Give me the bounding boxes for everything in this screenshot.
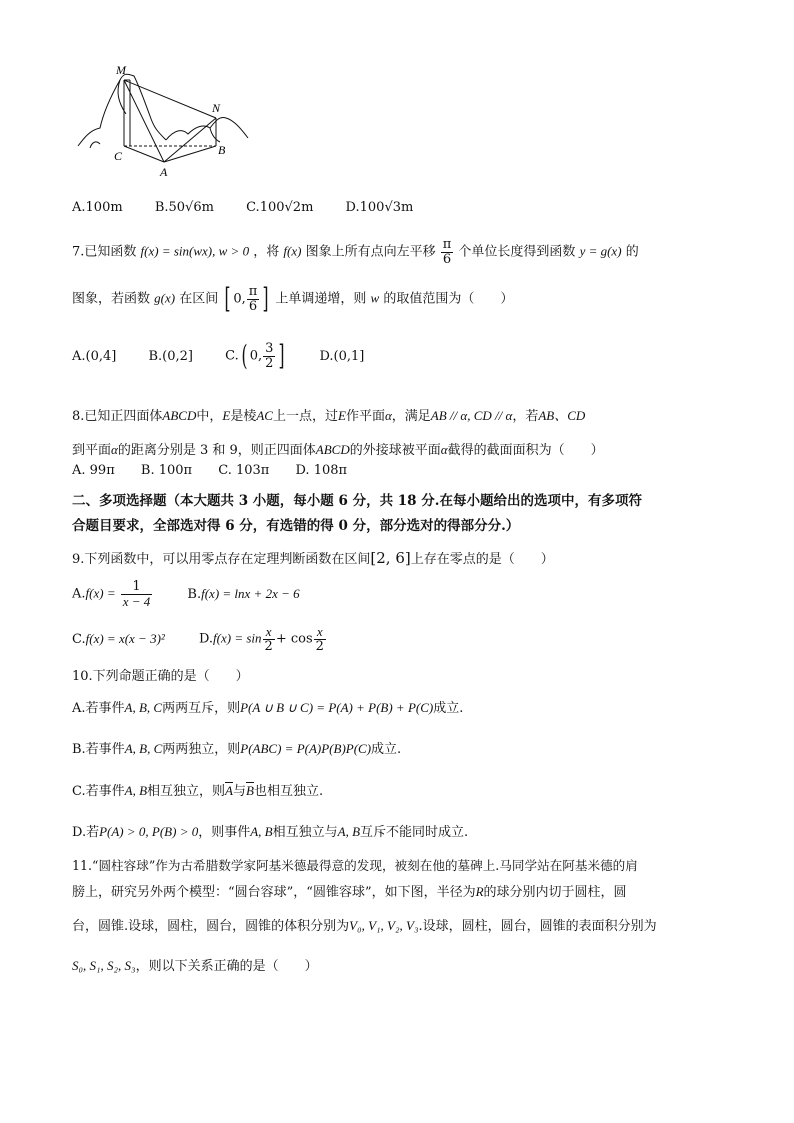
- q7-option-b[interactable]: B.(0,2]: [148, 348, 193, 364]
- q10-stem: 10.下列命题正确的是（ ）: [72, 669, 249, 684]
- section2-heading-line1: 二、多项选择题（本大题共 3 小题，每小题 6 分，共 18 分.在每小题给出的选项中，有多项符: [72, 493, 642, 509]
- q9-option-a[interactable]: A.f(x) = $\frac{1}{x - 4}$: [72, 579, 151, 609]
- q6-option-c[interactable]: C.100√2m: [246, 200, 314, 215]
- q9-option-d[interactable]: D.f(x) = sin $\frac{x}{2}$ + cos $\frac{x}{2}$: [198, 624, 324, 654]
- q11-line3: 台，圆锥.设球，圆柱，圆台，圆锥的体积分别为V₀, V₁, V₂, V₃.设球，圆柱，圆台，圆锥的表面积分别为: [72, 918, 657, 934]
- geometry-figure: [70, 58, 260, 183]
- q8-option-b[interactable]: B. 100π: [140, 463, 193, 478]
- q7-line2: 图象，若函数 g(x) 在区间 [ 0, $\frac{\pi}{6}$ ] 上单调递增，则 w 的取值范围为（ ）: [72, 282, 514, 316]
- q8-line2: 到平面α的距离分别是 3 和 9，则正四面体ABCD的外接球被平面α截得的截面面积为（ ）: [72, 442, 604, 458]
- q6-option-a[interactable]: A.100m: [72, 200, 123, 215]
- q11-line1: 11.“圆柱容球”作为古希腊数学家阿基米德最得意的发现，被刻在他的墓碑上.马同学站在阿基米德的肩: [72, 858, 638, 873]
- q11-line2: 膀上，研究另外两个模型：“圆台容球”，“圆锥容球”，如下图，半径为R的球分别内切于圆柱，圆: [72, 884, 627, 900]
- left-mountain: [78, 74, 166, 146]
- q7-option-d[interactable]: D.(0,1]: [319, 348, 365, 364]
- q7-option-a[interactable]: A.(0,4]: [72, 348, 117, 364]
- q10-option-c[interactable]: C.若事件A, B相互独立，则$\overline{A}$与$\overline{B}$也相互独立.: [72, 783, 324, 799]
- q9-stem: 9.下列函数中，可以用零点存在定理判断函数在区间[2, 6]上存在零点的是（ ）: [72, 549, 554, 567]
- q9-options-row1: [72, 580, 328, 608]
- label-N: N: [212, 101, 221, 115]
- section2-heading-line2: 合题目要求，全部选对得 6 分，有选错的得 0 分，部分选对的得部分分.）: [72, 518, 520, 534]
- label-C: C: [114, 149, 123, 163]
- q10-option-b[interactable]: B.若事件A, B, C两两独立，则P(ABC) = P(A)P(B)P(C)成立.: [72, 741, 402, 757]
- q9-option-c[interactable]: C.f(x) = x(x − 3)²: [72, 630, 165, 647]
- q8-option-a[interactable]: A. 99π: [72, 463, 115, 478]
- q11-line4: S₀, S₁, S₂, S₃，则以下关系正确的是（ ）: [72, 958, 318, 974]
- q9-options-row2: [72, 625, 355, 653]
- label-A: A: [160, 165, 168, 179]
- q10-option-a[interactable]: A.若事件A, B, C两两互斥，则P(A ∪ B ∪ C) = P(A) + P(B) + P(C)成立.: [72, 700, 464, 716]
- q8-option-d[interactable]: D. 108π: [295, 463, 348, 478]
- q8-line1: 8.已知正四面体ABCD中，E是棱AC上一点，过E作平面α，满足AB // α, CD // α，若AB、CD: [72, 408, 586, 424]
- q8-option-c[interactable]: C. 103π: [218, 463, 270, 478]
- q9-option-b[interactable]: B.f(x) = lnx + 2x − 6: [187, 585, 300, 602]
- q7-option-c[interactable]: C.( 0, $\frac{3}{2}$ ]: [225, 339, 285, 373]
- right-mountain: [166, 117, 248, 140]
- q6-options: [72, 200, 441, 215]
- q7-options: [72, 339, 392, 373]
- label-B: B: [218, 143, 226, 157]
- q8-options: [72, 463, 375, 478]
- q6-option-d[interactable]: D.100√3m: [345, 200, 414, 215]
- label-M: M: [116, 63, 126, 77]
- q6-option-b[interactable]: B.50√6m: [154, 200, 214, 215]
- q10-option-d[interactable]: D.若P(A) > 0, P(B) > 0，则事件A, B相互独立与A, B互斥不能同时成立.: [72, 824, 469, 840]
- q7-line1: 7.已知函数 f(x) = sin(wx), w > 0 ，将 f(x) 图象上所有点向左平移 $\frac{\pi}{6}$ 个单位长度得到函数 y = g(x) 的: [72, 237, 639, 267]
